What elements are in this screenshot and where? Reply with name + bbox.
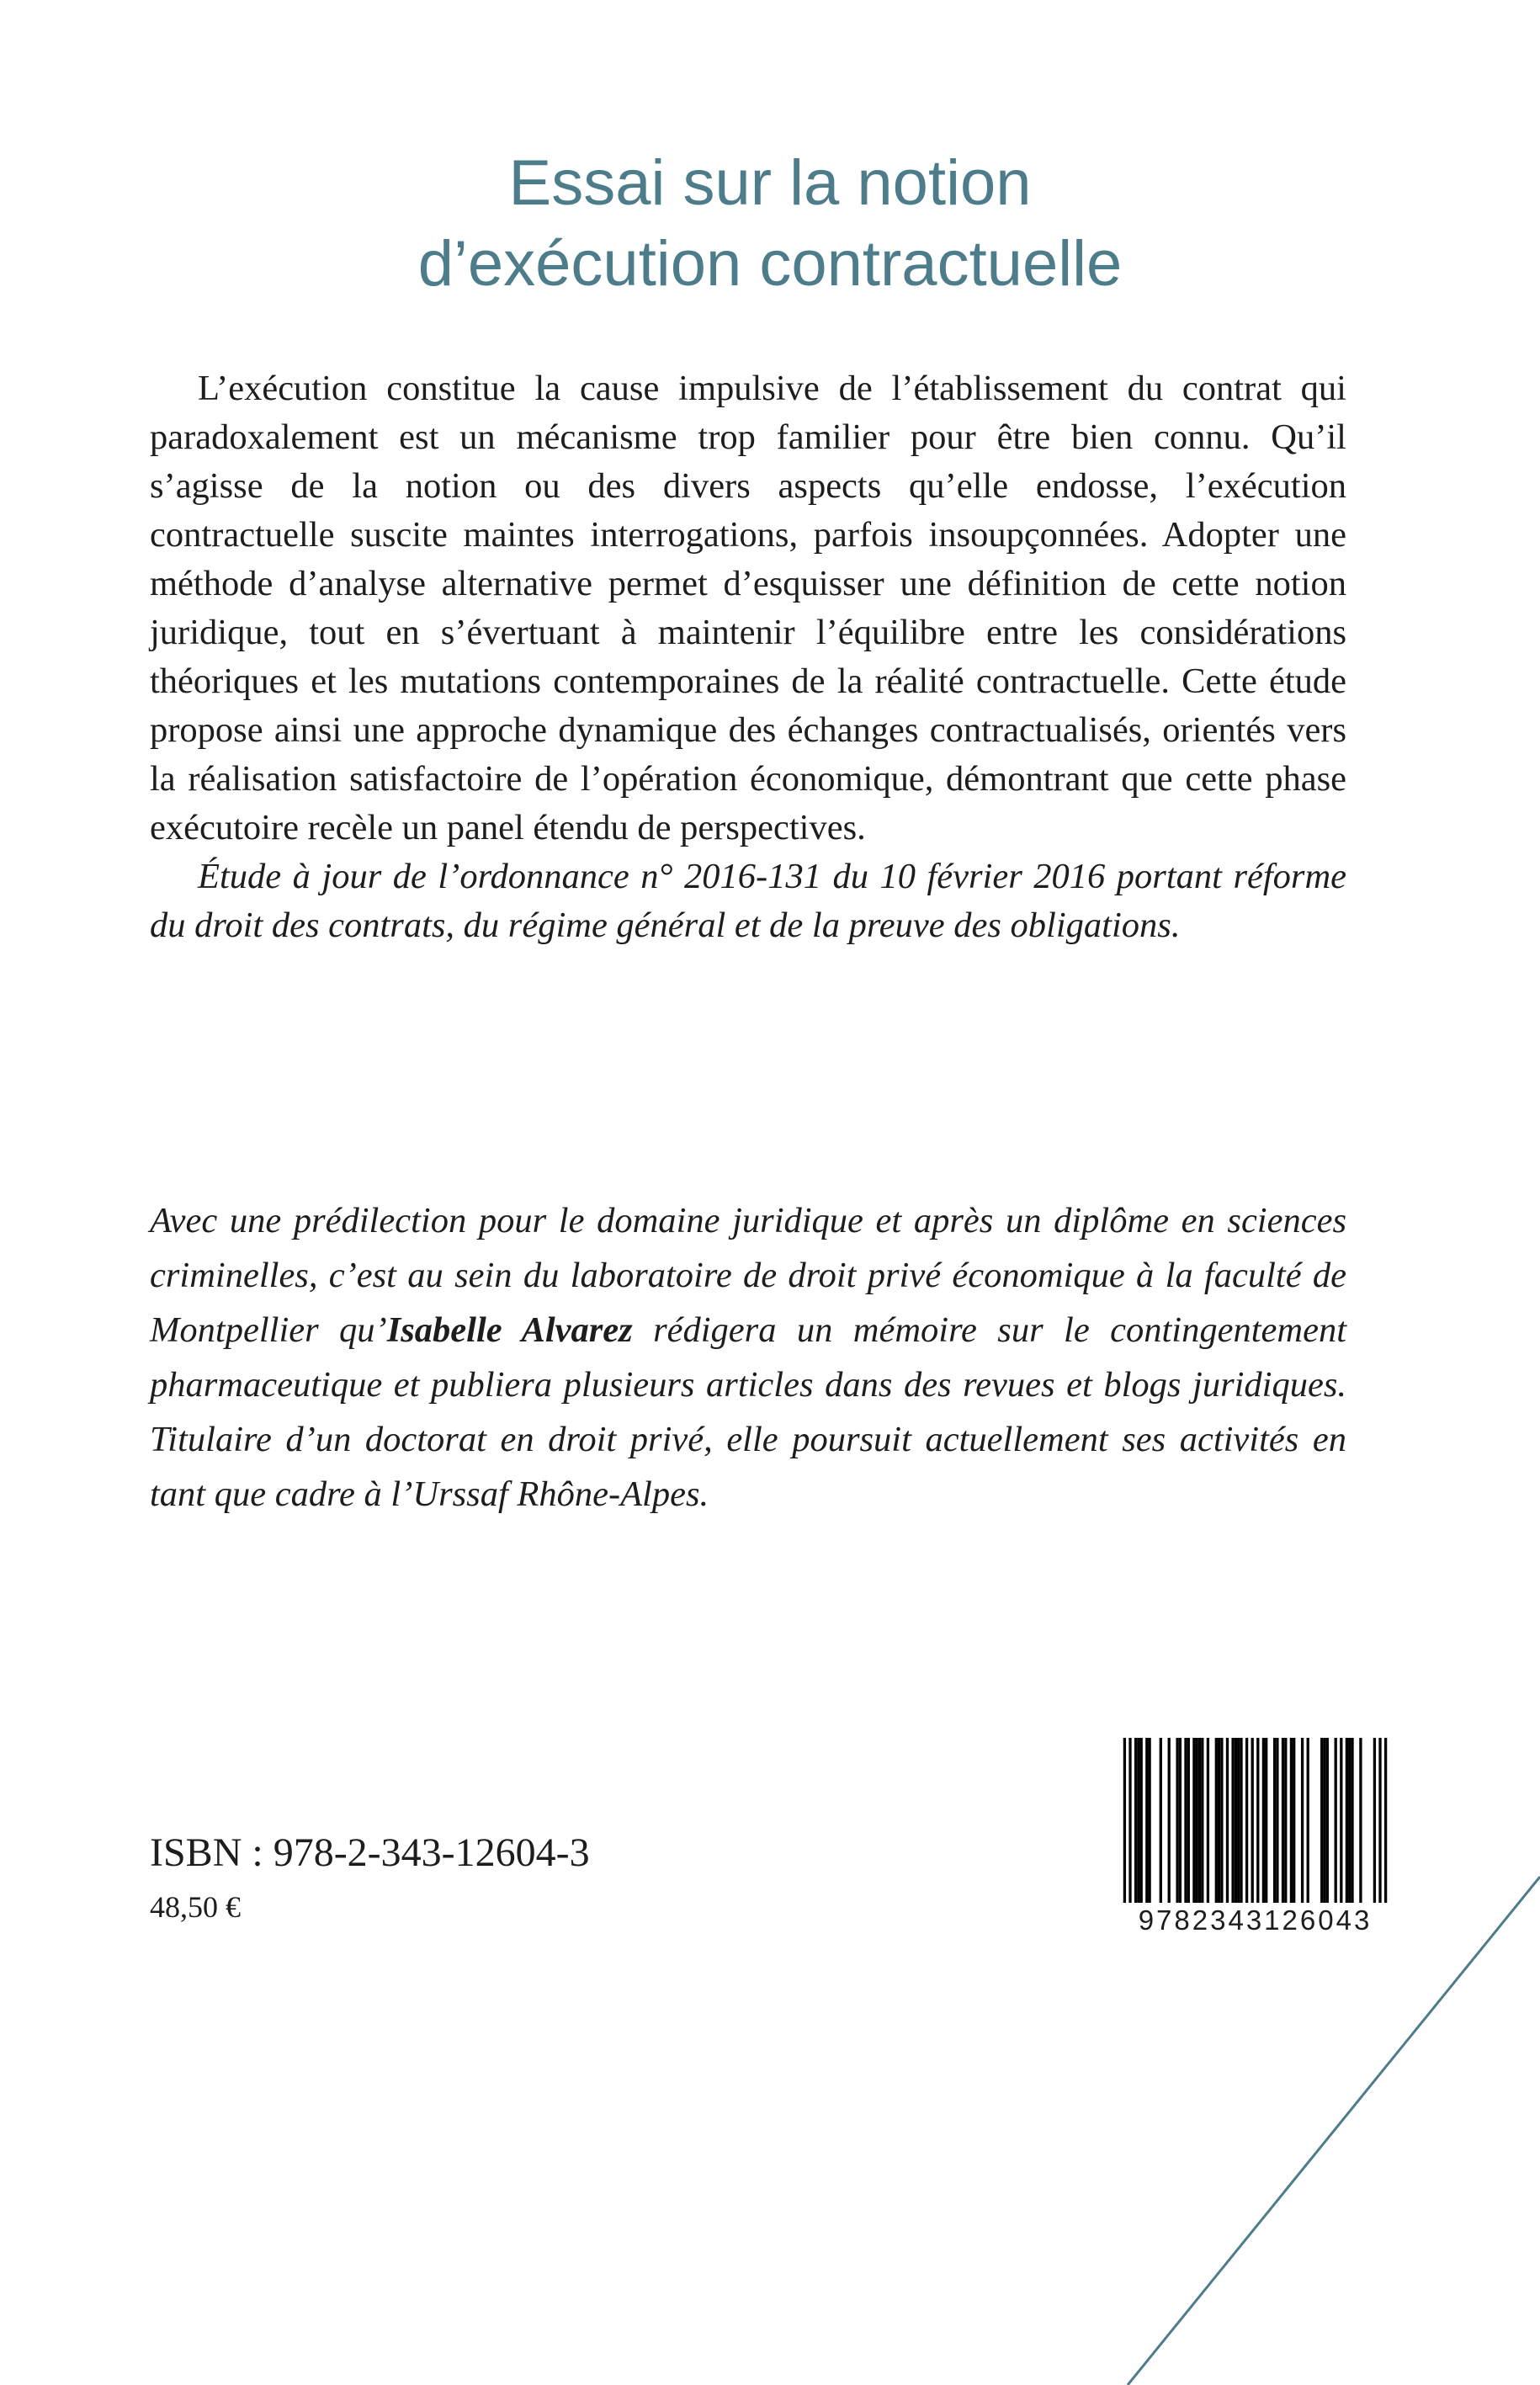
bio-text-after: rédigera un mémoire sur le contingentement pharmaceutique et publiera plusieurs articles dans des revues et blogs juridiques. Titulaire d’un doctorat en droit privé, elle poursuit actuellement ses activités en tant que cadre à l’Urssaf Rhône-Alpes. [150, 1310, 1346, 1514]
update-note: Étude à jour de l’ordonnance n° 2016-131 du 10 février 2016 portant réforme du droit des contrats, du régime général et de la preuve des obligations. [150, 857, 1346, 945]
isbn: ISBN : 978-2-343-12604-3 [150, 1830, 590, 1875]
accent-line [1128, 1877, 1540, 2385]
abstract-text: L’exécution constitue la cause impulsive de l’établissement du contrat qui paradoxalement est un mécanisme trop familier pour être bien connu. Qu’il s’agisse de la notion ou des divers aspects qu’elle endosse, l’exécution contractuelle suscite maintes interrogations, parfois insoupçonnées. Adopter une méthode d’analyse alternative permet d’esquisser une définition de cette notion juridique, tout en s’évertuant à maintenir l’équilibre entre les considérations théoriques et les mutations contemporaines de la réalité contractuelle. Cette étude propose ainsi une approche dynamique des échanges contractualisés, orientés vers la réalisation satisfactoire de l’opération économique, démontrant que cette phase exécutoire recèle un panel étendu de perspectives. [150, 369, 1346, 847]
bio-text-before: Avec une prédilection pour le domaine juridique et après un diplôme en sciences criminelles, c’est au sein du laboratoire de droit privé économique à la faculté de Montpellier qu’ [150, 1201, 1346, 1350]
price: 48,50 € [150, 1890, 241, 1924]
book-title-line-1: Essai sur la notion [508, 147, 1032, 219]
barcode-digits: 9782343126043 [1138, 1904, 1373, 1936]
author-name: Isabelle Alvarez [386, 1310, 633, 1350]
book-title-line-2: d’exécution contractuelle [417, 228, 1123, 300]
